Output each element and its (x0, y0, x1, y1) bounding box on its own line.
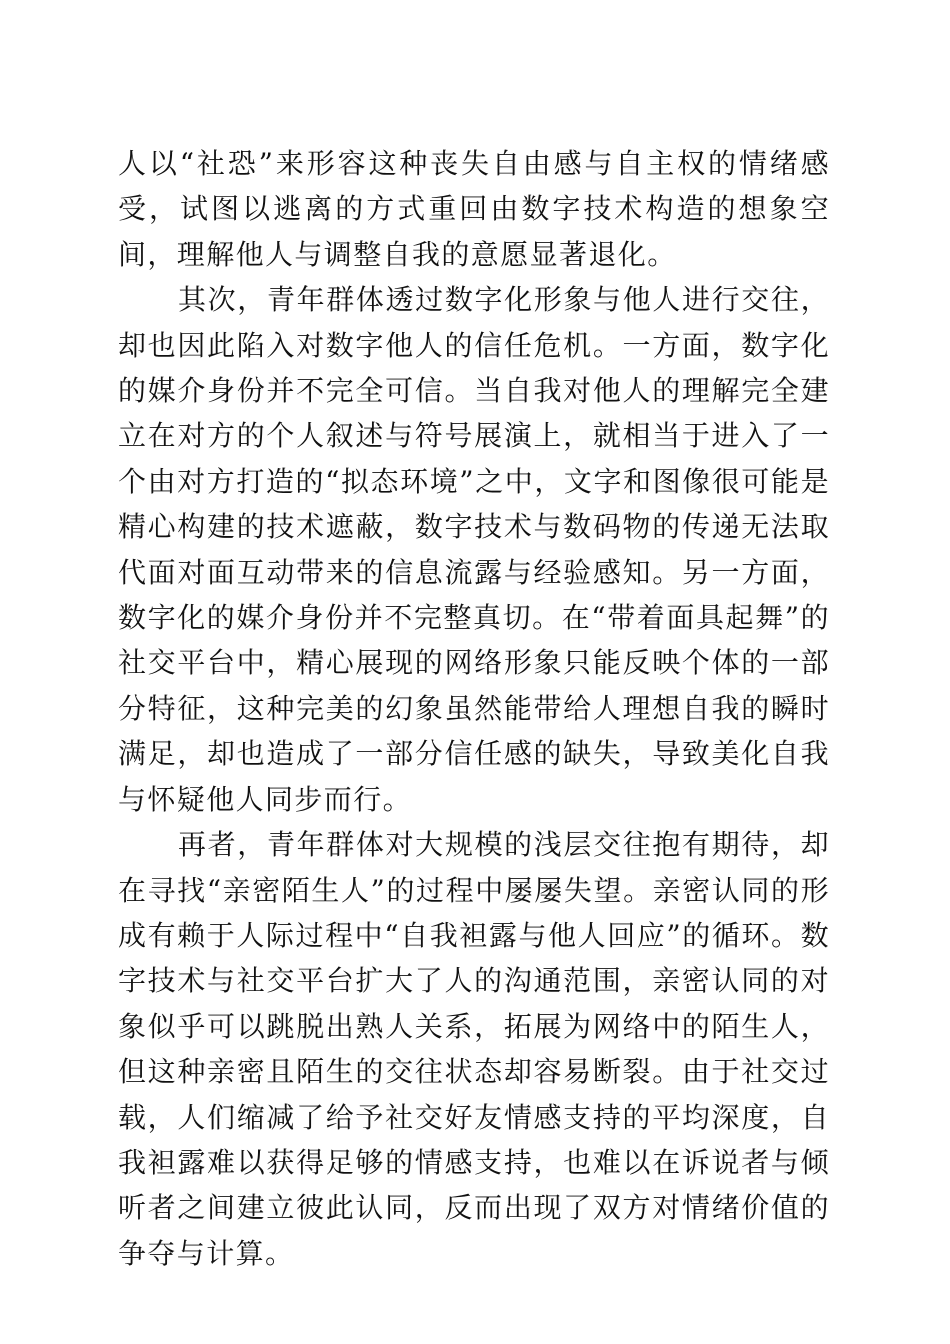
paragraph-continuation: 人以“社恐”来形容这种丧失自由感与自主权的情绪感受，试图以逃离的方式重回由数字技术构造的想象空间，理解他人与调整自我的意愿显著退化。 (118, 147, 830, 271)
paragraph-trust-crisis: 其次，青年群体透过数字化形象与他人进行交往，却也因此陷入对数字他人的信任危机。一方面，数字化的媒介身份并不完全可信。当自我对他人的理解完全建立在对方的个人叙述与符号展演上，就相当于进入了一个由对方打造的“拟态环境”之中，文字和图像很可能是精心构建的技术遮蔽，数字技术与数码物的传递无法取代面对面互动带来的信息流露与经验感知。另一方面，数字化的媒介身份并不完整真切。在“带着面具起舞”的社交平台中，精心展现的网络形象只能反映个体的一部分特征，这种完美的幻象虽然能带给人理想自我的瞬时满足，却也造成了一部分信任感的缺失，导致美化自我与怀疑他人同步而行。 (118, 283, 830, 816)
paragraph-intimate-strangers: 再者，青年群体对大规模的浅层交往抱有期待，却在寻找“亲密陌生人”的过程中屡屡失望。亲密认同的形成有赖于人际过程中“自我袒露与他人回应”的循环。数字技术与社交平台扩大了人的沟通范围，亲密认同的对象似乎可以跳脱出熟人关系，拓展为网络中的陌生人，但这种亲密且陌生的交往状态却容易断裂。由于社交过载，人们缩减了给予社交好友情感支持的平均深度，自我袒露难以获得足够的情感支持，也难以在诉说者与倾听者之间建立彼此认同，反而出现了双方对情绪价值的争夺与计算。 (118, 828, 830, 1270)
document-body (118, 141, 830, 1276)
